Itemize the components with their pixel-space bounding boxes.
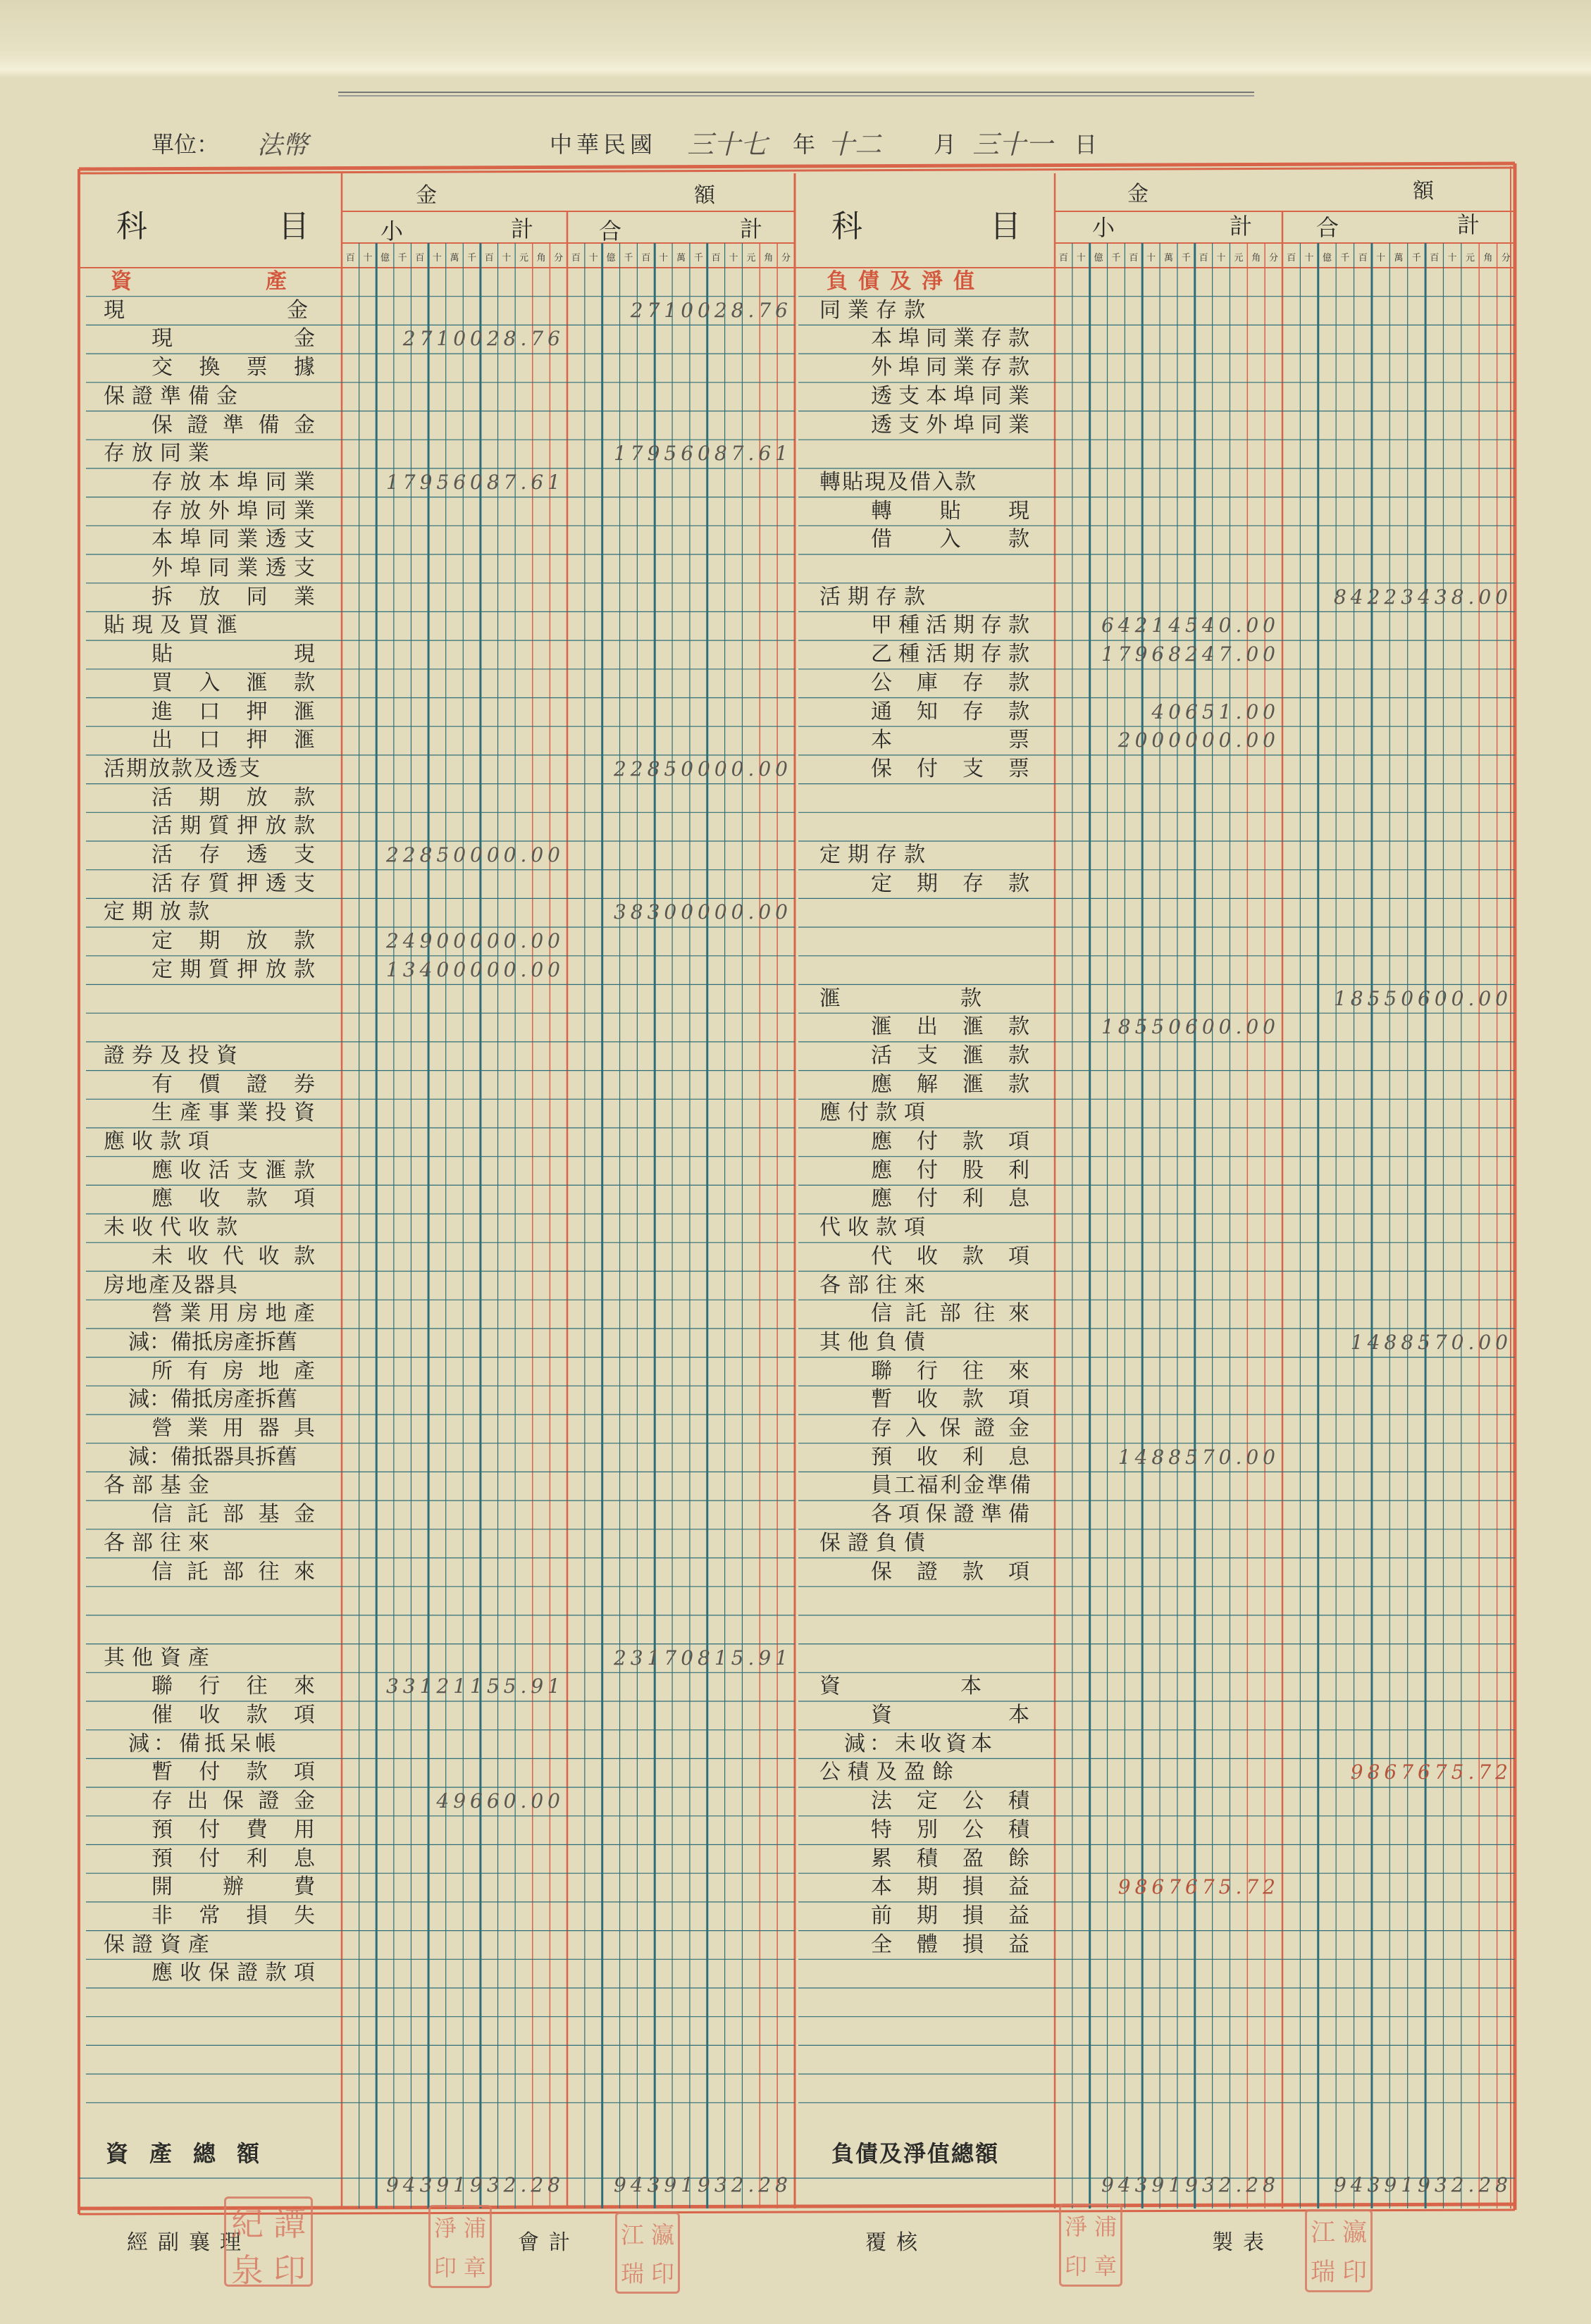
assets-item-label: 本埠同業透支 [151, 527, 315, 552]
liabilities-subject-heading-right: 目 [990, 209, 1021, 244]
assets-group-label: 各部往來 [104, 1530, 216, 1555]
liabilities-digit-place-label: 分 [1269, 253, 1279, 263]
liabilities-subtotal-amount: 17968247.00 [1101, 642, 1280, 666]
liabilities-total-amount: 18550600.00 [1333, 986, 1512, 1010]
assets-group-label: 應收款項 [104, 1129, 216, 1154]
liabilities-subject-heading-left: 科 [831, 209, 862, 244]
liabilities-subtotal-amount: 40651.00 [1151, 700, 1280, 723]
liabilities-item-label: 保證款項 [871, 1559, 1029, 1584]
assets-digit-place-label: 角 [536, 253, 546, 263]
assets-subtotal-heading-left: 小 [380, 218, 404, 244]
assets-contra-label: 減：備抵房產拆舊 [128, 1329, 297, 1355]
liabilities-group-label: 保證負債 [819, 1530, 932, 1555]
liabilities-amount-heading-right: 額 [1413, 179, 1434, 204]
assets-digit-place-label: 百 [571, 253, 581, 263]
liabilities-item-label: 代收款項 [871, 1243, 1029, 1269]
signature-preparer-label: 製表 [1212, 2230, 1274, 2255]
seal-stamp [1305, 2209, 1373, 2292]
assets-total-heading-right: 計 [740, 216, 763, 242]
assets-digit-place-label: 百 [711, 253, 721, 263]
seal-character: 印 [651, 2260, 674, 2287]
unit-label: 單位： [151, 131, 220, 158]
date-month: 十二 [828, 129, 882, 160]
assets-group-label: 現金 [104, 297, 308, 323]
liabilities-group-label: 滙款 [819, 986, 982, 1011]
liabilities-digit-place-label: 十 [1216, 253, 1226, 263]
assets-digit-place-label: 萬 [676, 253, 686, 263]
assets-subtotal-amount: 13400000.00 [385, 957, 564, 981]
liabilities-item-label: 滙出滙款 [871, 1014, 1029, 1040]
liabilities-group-label: 活期存款 [819, 584, 932, 609]
liabilities-item-label: 前期損益 [871, 1903, 1029, 1928]
liabilities-digit-place-label: 萬 [1163, 253, 1173, 263]
assets-item-label: 營業用器具 [151, 1416, 315, 1441]
liabilities-group-label: 同業存款 [819, 297, 932, 323]
liabilities-item-label: 活支滙款 [871, 1043, 1029, 1068]
assets-item-label: 活期質押放款 [151, 814, 315, 839]
date-year: 三十七 [687, 129, 768, 160]
assets-contra-label: 減：備抵器具拆舊 [128, 1444, 297, 1469]
assets-contra-label: 減：備抵房產拆舊 [128, 1387, 297, 1412]
liabilities-subtotal-heading-right: 計 [1230, 213, 1253, 240]
signature-reviewer-label: 覆核 [865, 2230, 927, 2255]
assets-total-amount: 38300000.00 [613, 900, 792, 924]
assets-item-label: 買入滙款 [151, 670, 315, 695]
signature-accountant-label: 會計 [518, 2230, 580, 2255]
seal-character: 瀛 [1342, 2219, 1367, 2247]
assets-item-label: 定期質押放款 [151, 957, 315, 982]
assets-digit-place-label: 萬 [450, 253, 459, 263]
assets-subtotal-amount: 2710028.76 [402, 327, 564, 351]
seal-character: 瑞 [621, 2260, 644, 2287]
liabilities-item-label: 保付支票 [871, 756, 1029, 781]
assets-digit-place-label: 百 [641, 253, 651, 263]
seal-character: 譚 [273, 2205, 306, 2243]
seal-character: 章 [463, 2254, 486, 2281]
assets-digit-place-label: 千 [467, 253, 477, 263]
assets-grand-subtotal-amount: 94391932.28 [385, 2173, 564, 2196]
liabilities-digit-place-label: 分 [1501, 253, 1511, 263]
assets-digit-place-label: 億 [380, 253, 390, 263]
assets-subtotal-amount: 17956087.61 [385, 470, 564, 494]
assets-digit-place-label: 十 [363, 253, 373, 263]
assets-item-label: 所有房地產 [151, 1358, 315, 1384]
assets-digit-place-label: 分 [554, 253, 564, 263]
liabilities-subtotal-amount: 18550600.00 [1101, 1015, 1280, 1039]
assets-item-label: 活期放款 [151, 785, 315, 810]
assets-item-label: 應收保證款項 [151, 1961, 315, 1986]
liabilities-item-label: 聯行往來 [871, 1358, 1029, 1384]
assets-subtotal-amount: 49660.00 [436, 1789, 564, 1813]
liabilities-item-label: 應付股利 [871, 1157, 1029, 1183]
liabilities-digit-place-label: 十 [1304, 253, 1314, 263]
assets-total-amount: 17956087.61 [613, 442, 792, 466]
liabilities-digit-place-label: 元 [1466, 253, 1475, 263]
seal-character: 浦 [1094, 2213, 1117, 2240]
signature-manager-label: 經副襄理 [127, 2230, 251, 2255]
liabilities-total-label: 負債及淨值總額 [831, 2140, 1000, 2167]
assets-group-label: 各部基金 [104, 1473, 216, 1498]
seal-stamp [1059, 2204, 1122, 2287]
liabilities-item-label: 公庫存款 [871, 670, 1029, 695]
liabilities-group-label: 代收款項 [819, 1215, 932, 1241]
assets-group-label: 房地產及器具 [104, 1272, 239, 1298]
assets-item-label: 非常損失 [151, 1903, 315, 1928]
assets-subject-heading-right: 目 [278, 209, 309, 244]
liabilities-item-label: 應付款項 [871, 1129, 1029, 1154]
seal-character: 江 [1310, 2219, 1335, 2247]
seal-character: 印 [1064, 2253, 1087, 2280]
liabilities-item-label: 轉貼現 [871, 498, 1029, 523]
assets-group-label: 貼現及買滙 [104, 613, 244, 638]
liabilities-group-label: 應付款項 [819, 1100, 932, 1126]
liabilities-item-label: 透支本埠同業 [871, 383, 1029, 409]
liabilities-digit-place-label: 千 [1111, 253, 1121, 263]
assets-item-label: 保證準備金 [151, 412, 315, 437]
liabilities-grand-subtotal-amount: 94391932.28 [1101, 2173, 1280, 2196]
assets-item-label: 營業用房地產 [151, 1301, 315, 1326]
liabilities-item-label: 外埠同業存款 [871, 355, 1029, 380]
unit-value: 法幣 [257, 131, 309, 160]
liabilities-item-label: 定期存款 [871, 871, 1029, 896]
assets-item-label: 出口押滙 [151, 728, 315, 753]
assets-amount-heading-right: 額 [694, 183, 715, 208]
assets-subtotal-heading-right: 計 [511, 216, 534, 242]
assets-item-label: 拆放同業 [151, 584, 315, 609]
liabilities-item-label: 法定公積 [871, 1789, 1029, 1814]
liabilities-item-label: 信託部往來 [871, 1301, 1029, 1326]
assets-section-heading: 資產 [111, 269, 287, 294]
assets-item-label: 進口押滙 [151, 699, 315, 724]
assets-digit-place-label: 分 [781, 253, 791, 263]
month-label: 月 [934, 131, 957, 158]
liabilities-digit-place-label: 角 [1483, 253, 1493, 263]
date-day: 三十一 [972, 129, 1053, 160]
liabilities-subtotal-heading-left: 小 [1092, 214, 1115, 241]
assets-item-label: 生產事業投資 [151, 1100, 315, 1126]
liabilities-subtotal-amount: 2000000.00 [1118, 728, 1280, 752]
liabilities-digit-place-label: 十 [1146, 253, 1156, 263]
assets-item-label: 存放本埠同業 [151, 469, 315, 495]
assets-group-label: 保證準備金 [104, 383, 244, 409]
assets-item-label: 外埠同業透支 [151, 556, 315, 580]
seal-character: 印 [433, 2254, 457, 2281]
assets-item-label: 有價證券 [151, 1071, 315, 1097]
assets-item-label: 預付費用 [151, 1817, 315, 1842]
liabilities-digit-place-label: 角 [1251, 253, 1261, 263]
assets-item-label: 活存質押透支 [151, 871, 315, 896]
liabilities-digit-place-label: 元 [1234, 253, 1244, 263]
assets-group-label: 保證資產 [104, 1932, 216, 1957]
date-prefix: 中華民國 [550, 131, 657, 158]
assets-item-label: 貼現 [151, 642, 315, 667]
liabilities-item-label: 各項保證準備 [871, 1502, 1029, 1527]
liabilities-total-heading-left: 合 [1316, 214, 1339, 241]
liabilities-item-label: 預收利息 [871, 1444, 1029, 1469]
assets-item-label: 定期放款 [151, 928, 315, 954]
liabilities-item-label: 資本 [871, 1703, 1029, 1727]
seal-character: 紀 [231, 2205, 264, 2243]
assets-item-label: 活存透支 [151, 843, 315, 867]
liabilities-item-label: 本期損益 [871, 1875, 1029, 1900]
seal-stamp [224, 2196, 313, 2287]
seal-stamp [428, 2205, 492, 2288]
liabilities-total-heading-right: 計 [1457, 211, 1480, 238]
day-label: 日 [1075, 131, 1098, 158]
seal-character: 瑞 [1310, 2258, 1335, 2287]
assets-digit-place-label: 百 [415, 253, 425, 263]
liabilities-group-label: 其他負債 [819, 1329, 932, 1355]
assets-contra-label: 減：備抵呆帳 [128, 1731, 280, 1756]
liabilities-item-label: 本票 [871, 728, 1029, 753]
assets-digit-place-label: 十 [502, 253, 512, 263]
seal-character: 江 [621, 2221, 644, 2249]
seal-character: 淨 [433, 2215, 457, 2242]
assets-digit-place-label: 十 [729, 253, 738, 263]
liabilities-digit-place-label: 千 [1340, 253, 1350, 263]
liabilities-item-label: 特別公積 [871, 1817, 1029, 1842]
assets-digit-place-label: 億 [606, 253, 616, 263]
assets-item-label: 信託部往來 [151, 1559, 315, 1584]
liabilities-group-label: 公積及盈餘 [819, 1760, 960, 1785]
assets-item-label: 聯行往來 [151, 1674, 315, 1699]
liabilities-digit-place-label: 百 [1358, 253, 1368, 263]
assets-group-label: 其他資產 [104, 1645, 216, 1670]
seal-character: 章 [1094, 2253, 1117, 2280]
assets-item-label: 預付利息 [151, 1846, 315, 1871]
assets-total-heading-left: 合 [599, 218, 622, 244]
assets-subtotal-amount: 22850000.00 [385, 843, 564, 866]
assets-item-label: 未收代收款 [151, 1243, 315, 1269]
assets-subject-heading-left: 科 [116, 209, 147, 244]
assets-group-label: 證券及投資 [104, 1043, 244, 1068]
liabilities-digit-place-label: 十 [1447, 253, 1457, 263]
year-label: 年 [793, 131, 816, 158]
liabilities-item-label: 暫收款項 [871, 1387, 1029, 1412]
liabilities-digit-place-label: 百 [1058, 253, 1068, 263]
liabilities-item-label: 本埠同業存款 [871, 326, 1029, 352]
assets-subtotal-amount: 24900000.00 [385, 929, 564, 953]
assets-digit-place-label: 百 [345, 253, 355, 263]
liabilities-item-label: 員工福利金準備 [871, 1473, 1029, 1498]
assets-digit-place-label: 十 [659, 253, 669, 263]
assets-amount-heading-left: 金 [416, 183, 437, 208]
liabilities-item-label: 應解滙款 [871, 1071, 1029, 1097]
liabilities-group-label: 各部往來 [819, 1272, 932, 1298]
liabilities-item-label: 借入款 [871, 527, 1029, 552]
assets-digit-place-label: 千 [624, 253, 633, 263]
liabilities-total-amount: 9867675.72 [1350, 1760, 1512, 1784]
liabilities-subtotal-amount: 1488570.00 [1118, 1445, 1280, 1469]
liabilities-digit-place-label: 千 [1411, 253, 1421, 263]
assets-item-label: 信託部基金 [151, 1502, 315, 1527]
assets-item-label: 催收款項 [151, 1703, 315, 1727]
liabilities-digit-place-label: 億 [1322, 253, 1332, 263]
liabilities-digit-place-label: 億 [1094, 253, 1103, 263]
liabilities-digit-place-label: 萬 [1394, 253, 1404, 263]
liabilities-item-label: 甲種活期存款 [871, 613, 1029, 638]
assets-item-label: 現金 [151, 326, 315, 352]
assets-item-label: 存放外埠同業 [151, 498, 315, 523]
assets-digit-place-label: 百 [484, 253, 494, 263]
assets-total-amount: 2710028.76 [630, 298, 792, 322]
liabilities-digit-place-label: 百 [1430, 253, 1440, 263]
liabilities-subtotal-amount: 9867675.72 [1118, 1875, 1280, 1899]
liabilities-contra-label: 減：未收資本 [844, 1731, 996, 1756]
seal-character: 瀛 [651, 2221, 674, 2249]
assets-digit-place-label: 十 [588, 253, 598, 263]
liabilities-digit-place-label: 十 [1376, 253, 1386, 263]
liabilities-item-label: 乙種活期存款 [871, 642, 1029, 667]
assets-group-label: 活期放款及透支 [104, 756, 261, 781]
assets-item-label: 交換票據 [151, 355, 315, 380]
assets-grand-total-amount: 94391932.28 [613, 2173, 792, 2196]
assets-item-label: 應收活支滙款 [151, 1157, 315, 1183]
assets-total-label: 資產總額 [106, 2140, 281, 2167]
liabilities-digit-place-label: 十 [1076, 253, 1086, 263]
liabilities-item-label: 應付利息 [871, 1186, 1029, 1212]
liabilities-digit-place-label: 千 [1181, 253, 1191, 263]
assets-digit-place-label: 角 [764, 253, 774, 263]
seal-stamp [615, 2212, 680, 2294]
liabilities-amount-heading-left: 金 [1127, 182, 1149, 206]
assets-total-amount: 22850000.00 [613, 757, 792, 781]
assets-item-label: 開辦費 [151, 1875, 315, 1900]
assets-digit-place-label: 千 [693, 253, 703, 263]
seal-character: 浦 [463, 2215, 486, 2242]
assets-digit-place-label: 元 [519, 253, 528, 263]
assets-digit-place-label: 元 [746, 253, 756, 263]
liabilities-item-label: 存入保證金 [871, 1416, 1029, 1441]
seal-character: 印 [273, 2251, 306, 2289]
liabilities-digit-place-label: 百 [1287, 253, 1296, 263]
assets-item-label: 應收款項 [151, 1186, 315, 1212]
seal-character: 印 [1342, 2258, 1367, 2287]
assets-total-amount: 23170815.91 [613, 1646, 792, 1670]
assets-group-label: 未收代收款 [104, 1215, 244, 1241]
seal-character: 泉 [231, 2251, 264, 2289]
liabilities-item-label: 透支外埠同業 [871, 412, 1029, 437]
liabilities-digit-place-label: 百 [1199, 253, 1208, 263]
assets-item-label: 存出保證金 [151, 1789, 315, 1814]
liabilities-item-label: 全體損益 [871, 1932, 1029, 1957]
liabilities-grand-total-amount: 94391932.28 [1333, 2173, 1512, 2196]
liabilities-total-amount: 84223438.00 [1333, 585, 1512, 609]
assets-group-label: 定期放款 [104, 900, 216, 925]
assets-digit-place-label: 千 [397, 253, 407, 263]
liabilities-group-label: 轉貼現及借入款 [819, 469, 977, 495]
liabilities-section-heading: 負債及淨值 [827, 269, 974, 294]
assets-digit-place-label: 十 [432, 253, 442, 263]
liabilities-subtotal-amount: 64214540.00 [1101, 614, 1280, 638]
liabilities-digit-place-label: 百 [1129, 253, 1139, 263]
seal-character: 淨 [1064, 2213, 1087, 2240]
assets-subtotal-amount: 33121155.91 [385, 1674, 564, 1698]
liabilities-total-amount: 1488570.00 [1350, 1330, 1512, 1354]
assets-item-label: 暫付款項 [151, 1760, 315, 1785]
liabilities-group-label: 定期存款 [819, 843, 932, 867]
liabilities-group-label: 資本 [819, 1674, 982, 1699]
liabilities-item-label: 累積盈餘 [871, 1846, 1029, 1871]
liabilities-item-label: 通知存款 [871, 699, 1029, 724]
assets-group-label: 存放同業 [104, 441, 216, 466]
